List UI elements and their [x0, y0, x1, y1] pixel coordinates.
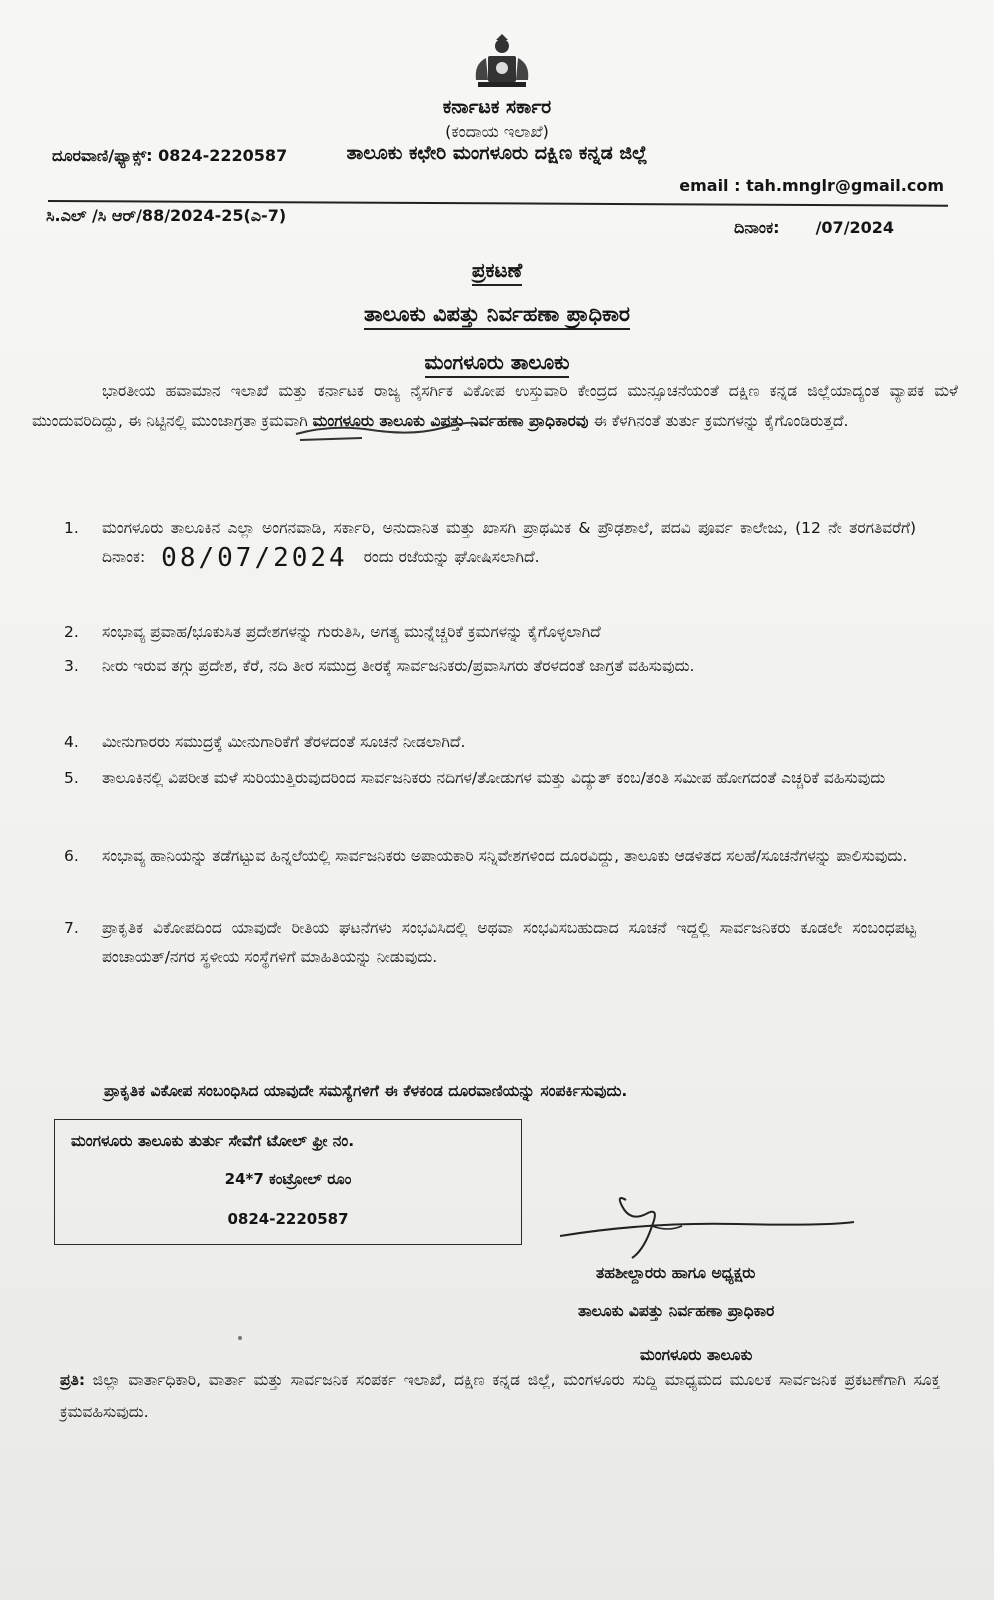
- item-text: [102, 514, 916, 573]
- item-number: 1.: [64, 519, 79, 537]
- intro-bold-authority: ಮಂಗಳೂರು ತಾಲೂಕು ವಿಪತ್ತು ನಿರ್ವಹಣಾ ಪ್ರಾಧಿಕಾರವು: [312, 412, 589, 430]
- item-number: 4.: [64, 733, 79, 751]
- email-address: email : tah.mnglr@gmail.com: [679, 176, 944, 195]
- intro-paragraph: [32, 376, 958, 436]
- item-text: ಮೀನುಗಾರರು ಸಮುದ್ರಕ್ಕೆ ಮೀನುಗಾರಿಕೆಗೆ ತೆರಳದಂತೆ ಸೂಚನೆ ನೀಡಲಾಗಿದೆ.: [102, 733, 466, 751]
- item-number: 3.: [64, 657, 79, 675]
- signatory-designation: ತಹಶೀಲ್ದಾರರು ಹಾಗೂ ಅಧ್ಯಕ್ಷರು: [596, 1264, 756, 1282]
- control-room-label: 24*7 ಕಂಟ್ರೋಲ್ ರೂಂ: [224, 1170, 352, 1188]
- handwritten-correction-mark: [292, 414, 482, 454]
- list-item: [56, 652, 916, 681]
- item-number: 2.: [64, 623, 79, 641]
- helpline-box: [54, 1119, 522, 1245]
- karnataka-emblem-icon: [466, 34, 538, 92]
- authority-heading-text: ತಾಲೂಕು ವಿಪತ್ತು ನಿರ್ವಹಣಾ ಪ್ರಾಧಿಕಾರ: [364, 302, 630, 330]
- notice-heading-text: ಪ್ರಕಟಣೆ: [472, 258, 522, 286]
- taluk-heading-text: ಮಂಗಳೂರು ತಾಲೂಕು: [425, 350, 570, 378]
- authority-heading: [0, 302, 994, 327]
- list-item: [56, 764, 916, 793]
- list-item: [56, 514, 916, 573]
- item-text: ಸಂಭಾವ್ಯ ಹಾನಿಯನ್ನು ತಡೆಗಟ್ಟುವ ಹಿನ್ನಲೆಯಲ್ಲಿ ಸಾರ್ವಜನಿಕರು ಅಪಾಯಕಾರಿ ಸನ್ನಿವೇಶಗಳಿಂದ ದೂರವಿದ್ದು, ತಾಲೂಕು ಆಡಳಿತದ ಸಲಹೆ/ಸೂಚನೆಗಳನ್ನು ಪಾಲಿಸುವುದು.: [102, 847, 908, 865]
- helpline-number: 0824-2220587: [227, 1210, 349, 1228]
- item-number: 5.: [64, 769, 79, 787]
- office-title: ತಾಲೂಕು ಕಛೇರಿ ಮಂಗಳೂರು ದಕ್ಷಿಣ ಕನ್ನಡ ಜಿಲ್ಲೆ: [346, 142, 648, 164]
- intro-text-2: ಈ ಕೆಳಗಿನಂತೆ ತುರ್ತು ಕ್ರಮಗಳನ್ನು ಕೈಗೊಂಡಿರುತ್ತದೆ.: [588, 412, 849, 430]
- copy-text: ಜಿಲ್ಲಾ ವಾರ್ತಾಧಿಕಾರಿ, ವಾರ್ತಾ ಮತ್ತು ಸಾರ್ವಜನಿಕ ಸಂಪರ್ಕ ಇಲಾಖೆ, ದಕ್ಷಿಣ ಕನ್ನಡ ಜಿಲ್ಲೆ, ಮಂಗಳೂರು ಸುದ್ದಿ ಮಾಧ್ಯಮದ ಮೂಲಕ ಸಾರ್ವಜನಿಕ ಪ್ರಕಟಣೆಗಾಗಿ ಸೂಕ್ತ ಕ್ರಮವಹಿಸುವುದು.: [60, 1371, 940, 1421]
- item-text-after: ರಂದು ರಜೆಯನ್ನು ಘೋಷಿಸಲಾಗಿದೆ.: [363, 548, 540, 566]
- copy-label: ಪ್ರತಿ:: [60, 1371, 86, 1389]
- date-label: ದಿನಾಂಕ:: [734, 218, 780, 237]
- paper-speck: [238, 1336, 242, 1340]
- item-number: 7.: [64, 919, 79, 937]
- issue-date: [734, 218, 894, 238]
- phone-fax: ದೂರವಾಣಿ/ಫ್ಯಾಕ್ಸ್: 0824-2220587: [52, 146, 288, 165]
- list-item: [56, 842, 916, 871]
- handwritten-date: 08/07/2024: [161, 543, 348, 573]
- signatory-authority: ತಾಲೂಕು ವಿಪತ್ತು ನಿರ್ವಹಣಾ ಪ್ರಾಧಿಕಾರ: [578, 1302, 775, 1320]
- government-title: ಕರ್ನಾಟಕ ಸರ್ಕಾರ: [442, 96, 552, 118]
- contact-instruction: ಪ್ರಾಕೃತಿಕ ವಿಕೋಪ ಸಂಬಂಧಿಸಿದ ಯಾವುದೇ ಸಮಸ್ಯೆಗಳಿಗೆ ಈ ಕೆಳಕಂಡ ದೂರವಾಣಿಯನ್ನು ಸಂಪರ್ಕಿಸುವುದು.: [104, 1082, 628, 1100]
- signatory-taluk: ಮಂಗಳೂರು ತಾಲೂಕು: [640, 1346, 753, 1364]
- taluk-heading: [0, 350, 994, 374]
- copy-to-paragraph: [60, 1364, 940, 1428]
- reference-number: ಸಿ.ಎಲ್ /ಸಿ ಆರ್/88/2024-25(ಎ-7): [46, 206, 287, 225]
- item-text: ತಾಲೂಕಿನಲ್ಲಿ ವಿಪರೀತ ಮಳೆ ಸುರಿಯುತ್ತಿರುವುದರಿಂದ ಸಾರ್ವಜನಿಕರು ನದಿಗಳ/ತೋಡುಗಳ ಮತ್ತು ವಿದ್ಯುತ್ ಕಂಬ/ತಂತಿ ಸಮೀಪ ಹೋಗದಂತೆ ಎಚ್ಚರಿಕೆ ವಹಿಸುವುದು: [102, 769, 886, 787]
- list-item: [56, 914, 916, 972]
- notice-heading: [0, 258, 994, 282]
- signature-icon: [556, 1192, 856, 1262]
- date-value: /07/2024: [815, 218, 895, 237]
- list-item: [56, 618, 916, 647]
- item-text: ಪ್ರಾಕೃತಿಕ ವಿಕೋಪದಿಂದ ಯಾವುದೇ ರೀತಿಯ ಘಟನೆಗಳು ಸಂಭವಿಸಿದಲ್ಲಿ ಅಥವಾ ಸಂಭವಿಸಬಹುದಾದ ಸೂಚನೆ ಇದ್ದಲ್ಲಿ ಸಾರ್ವಜನಿಕರು ಕೂಡಲೇ ಸಂಬಂಧಪಟ್ಟ ಪಂಚಾಯತ್/ನಗರ ಸ್ಥಳೀಯ ಸಂಸ್ಥೆಗಳಿಗೆ ಮಾಹಿತಿಯನ್ನು ನೀಡುವುದು.: [102, 919, 916, 966]
- intro-text-1: ಭಾರತೀಯ ಹವಾಮಾನ ಇಲಾಖೆ ಮತ್ತು ಕರ್ನಾಟಕ ರಾಜ್ಯ ನೈಸರ್ಗಿಕ ವಿಕೋಪ ಉಸ್ತುವಾರಿ ಕೇಂದ್ರದ ಮುನ್ಸೂಚನೆಯಂತೆ ದಕ್ಷಿಣ ಕನ್ನಡ ಜಿಲ್ಲೆಯಾದ್ಯಂತ ವ್ಯಾಪಕ ಮಳೆ ಮುಂದುವರಿದಿದ್ದು, ಈ ನಿಟ್ಟಿನಲ್ಲಿ ಮುಂಜಾಗ್ರತಾ ಕ್ರಮವಾಗಿ: [32, 382, 958, 430]
- department-subtitle: (ಕಂದಾಯ ಇಲಾಖೆ): [445, 122, 549, 141]
- list-item: [56, 728, 916, 757]
- item-text-before: ಮಂಗಳೂರು ತಾಲೂಕಿನ ಎಲ್ಲಾ ಅಂಗನವಾಡಿ, ಸರ್ಕಾರಿ, ಅನುದಾನಿತ ಮತ್ತು ಖಾಸಗಿ ಪ್ರಾಥಮಿಕ & ಪ್ರೌಢಶಾಲೆ, ಪದವಿ ಪೂರ್ವ ಕಾಲೇಜು, (12 ನೇ ತರಗತಿವರೆಗೆ) ದಿನಾಂಕ:: [102, 519, 916, 566]
- helpline-title: ಮಂಗಳೂರು ತಾಲೂಕು ತುರ್ತು ಸೇವೆಗೆ ಟೋಲ್ ಫ್ರೀ ನಂ.: [71, 1132, 355, 1150]
- item-text: ನೀರು ಇರುವ ತಗ್ಗು ಪ್ರದೇಶ, ಕೆರೆ, ನದಿ ತೀರ ಸಮುದ್ರ ತೀರಕ್ಕೆ ಸಾರ್ವಜನಿಕರು/ಪ್ರವಾಸಿಗರು ತೆರಳದಂತೆ ಜಾಗ್ರತೆ ವಹಿಸುವುದು.: [102, 657, 695, 675]
- item-text: ಸಂಭಾವ್ಯ ಪ್ರವಾಹ/ಭೂಕುಸಿತ ಪ್ರದೇಶಗಳನ್ನು ಗುರುತಿಸಿ, ಅಗತ್ಯ ಮುನ್ನೆಚ್ಚರಿಕೆ ಕ್ರಮಗಳನ್ನು ಕೈಗೊಳ್ಳಲಾಗಿದೆ: [102, 623, 601, 641]
- item-number: 6.: [64, 847, 79, 865]
